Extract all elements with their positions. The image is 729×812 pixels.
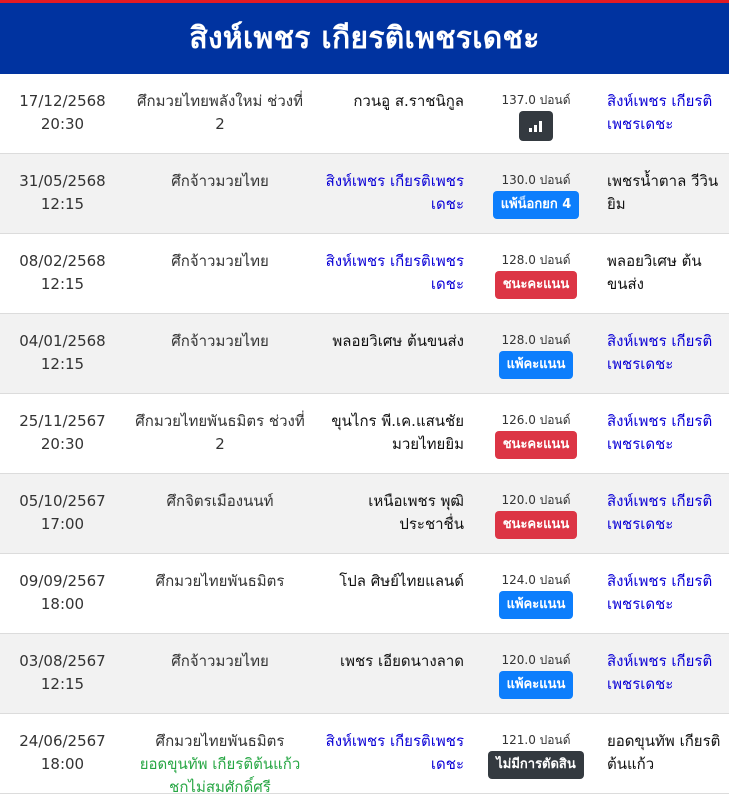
event-cell bbox=[134, 90, 306, 136]
stats-chart-icon bbox=[528, 119, 544, 133]
fighter-left[interactable]: สิงห์เพชร เกียรติเพชรเดชะ bbox=[325, 252, 464, 293]
event-name: ศึกมวยไทยพันธมิตร bbox=[155, 572, 285, 590]
fighter-right[interactable]: พลอยวิเศษ ต้นขนส่ง bbox=[607, 252, 702, 293]
weight-label: 137.0 ปอนด์ bbox=[501, 93, 571, 107]
fight-date-cell bbox=[0, 650, 125, 696]
fight-date: 03/08/2567 bbox=[19, 652, 106, 670]
fighter-right[interactable]: เพชรน้ำตาล วีวินยิม bbox=[607, 172, 719, 213]
fight-history-table bbox=[0, 74, 729, 794]
fight-date-cell bbox=[0, 90, 125, 136]
fighter-left[interactable]: ขุนไกร พี.เค.แสนชัยมวยไทยยิม bbox=[331, 412, 464, 453]
fight-time: 12:15 bbox=[40, 275, 85, 293]
fight-row bbox=[0, 634, 729, 714]
weight-label: 128.0 ปอนด์ bbox=[501, 253, 571, 267]
fight-date: 24/06/2567 bbox=[19, 732, 106, 750]
event-name: ศึกจ้าวมวยไทย bbox=[171, 252, 269, 270]
fight-time: 17:00 bbox=[40, 515, 85, 533]
weight-label: 124.0 ปอนด์ bbox=[501, 573, 571, 587]
fighter-right[interactable]: สิงห์เพชร เกียรติเพชรเดชะ bbox=[607, 332, 713, 373]
weight-label: 120.0 ปอนด์ bbox=[501, 493, 571, 507]
result-badge: แพ้คะแนน bbox=[499, 351, 574, 379]
fighter-left[interactable]: เพชร เอียดนางลาด bbox=[339, 652, 464, 670]
fight-time: 18:00 bbox=[40, 595, 85, 613]
event-cell bbox=[134, 330, 306, 353]
fighter-right[interactable]: สิงห์เพชร เกียรติเพชรเดชะ bbox=[607, 412, 713, 453]
fighter-left[interactable]: สิงห์เพชร เกียรติเพชรเดชะ bbox=[325, 732, 464, 773]
fight-time: 18:00 bbox=[40, 755, 85, 773]
fight-time: 12:15 bbox=[40, 355, 85, 373]
event-cell bbox=[134, 570, 306, 593]
result-cell bbox=[480, 431, 592, 459]
result-badge: แพ้คะแนน bbox=[499, 671, 574, 699]
event-cell bbox=[134, 170, 306, 193]
fighter-right[interactable]: สิงห์เพชร เกียรติเพชรเดชะ bbox=[607, 492, 713, 533]
fighter-left[interactable]: พลอยวิเศษ ต้นขนส่ง bbox=[332, 332, 464, 350]
fight-date-cell bbox=[0, 410, 125, 456]
fight-date: 09/09/2567 bbox=[19, 572, 106, 590]
fight-date: 04/01/2568 bbox=[19, 332, 106, 350]
event-name: ศึกมวยไทยพลังใหม่ ช่วงที่ 2 bbox=[136, 92, 303, 133]
fight-row bbox=[0, 714, 729, 794]
fight-time: 12:15 bbox=[40, 675, 85, 693]
page-header bbox=[0, 3, 729, 74]
fighter-left[interactable]: กวนอู ส.ราชนิกูล bbox=[353, 92, 464, 110]
fighter-left[interactable]: เหนือเพชร พุฒิประชาชื่น bbox=[368, 492, 464, 533]
fight-date-cell bbox=[0, 250, 125, 296]
stats-button[interactable] bbox=[519, 111, 553, 141]
weight-label: 126.0 ปอนด์ bbox=[501, 413, 571, 427]
fighter-left[interactable]: สิงห์เพชร เกียรติเพชรเดชะ bbox=[325, 172, 464, 213]
fighter-right[interactable]: สิงห์เพชร เกียรติเพชรเดชะ bbox=[607, 572, 713, 613]
fighter-left[interactable]: โปล ศิษย์ไทยแลนด์ bbox=[339, 572, 464, 590]
fight-date-cell bbox=[0, 570, 125, 616]
fight-date-cell bbox=[0, 490, 125, 536]
fight-date-cell bbox=[0, 330, 125, 376]
result-cell bbox=[480, 591, 592, 619]
result-cell bbox=[480, 511, 592, 539]
fight-row bbox=[0, 234, 729, 314]
fight-date-cell bbox=[0, 730, 125, 776]
fighter-right[interactable]: สิงห์เพชร เกียรติเพชรเดชะ bbox=[607, 92, 713, 133]
result-cell bbox=[480, 751, 592, 779]
fight-row bbox=[0, 394, 729, 474]
fight-date: 08/02/2568 bbox=[19, 252, 106, 270]
event-name: ศึกจ้าวมวยไทย bbox=[171, 172, 269, 190]
result-cell bbox=[480, 191, 592, 219]
result-badge: แพ้คะแนน bbox=[499, 591, 574, 619]
event-cell bbox=[134, 250, 306, 273]
event-name: ศึกจิตรเมืองนนท์ bbox=[166, 492, 274, 510]
event-name: ศึกมวยไทยพันธมิตร ช่วงที่ 2 bbox=[135, 412, 305, 453]
fight-row bbox=[0, 314, 729, 394]
event-note: ยอดขุนทัพ เกียรติต้นแก้ว ชกไม่สมศักดิ์ศรี bbox=[139, 755, 301, 796]
result-badge: แพ้น็อกยก 4 bbox=[493, 191, 580, 219]
event-name: ศึกมวยไทยพันธมิตร bbox=[155, 732, 285, 750]
fighter-right[interactable]: ยอดขุนทัพ เกียรติต้นแก้ว bbox=[607, 732, 721, 773]
event-cell bbox=[134, 650, 306, 673]
result-badge: ชนะคะแนน bbox=[495, 271, 578, 299]
result-badge: ชนะคะแนน bbox=[495, 511, 578, 539]
result-cell bbox=[480, 671, 592, 699]
result-badge: ชนะคะแนน bbox=[495, 431, 578, 459]
event-name: ศึกจ้าวมวยไทย bbox=[171, 652, 269, 670]
result-cell bbox=[480, 271, 592, 299]
event-cell bbox=[134, 410, 306, 456]
fight-time: 20:30 bbox=[40, 115, 85, 133]
event-name: ศึกจ้าวมวยไทย bbox=[171, 332, 269, 350]
weight-label: 120.0 ปอนด์ bbox=[501, 653, 571, 667]
fight-date-cell bbox=[0, 170, 125, 216]
fight-date: 17/12/2568 bbox=[19, 92, 106, 110]
fight-row bbox=[0, 154, 729, 234]
fight-time: 20:30 bbox=[40, 435, 85, 453]
fight-row bbox=[0, 474, 729, 554]
fight-row bbox=[0, 554, 729, 634]
weight-label: 121.0 ปอนด์ bbox=[501, 733, 571, 747]
fight-time: 12:15 bbox=[40, 195, 85, 213]
event-cell bbox=[134, 730, 306, 799]
fight-date: 25/11/2567 bbox=[19, 412, 106, 430]
fighter-right[interactable]: สิงห์เพชร เกียรติเพชรเดชะ bbox=[607, 652, 713, 693]
fight-date: 31/05/2568 bbox=[19, 172, 106, 190]
result-cell bbox=[480, 351, 592, 379]
weight-label: 128.0 ปอนด์ bbox=[501, 333, 571, 347]
result-cell bbox=[480, 111, 592, 141]
result-badge: ไม่มีการตัดสิน bbox=[488, 751, 584, 779]
page-title: สิงห์เพชร เกียรติเพชรเดชะ bbox=[189, 21, 540, 56]
weight-label: 130.0 ปอนด์ bbox=[501, 173, 571, 187]
event-cell bbox=[134, 490, 306, 513]
fight-date: 05/10/2567 bbox=[19, 492, 106, 510]
fight-row bbox=[0, 74, 729, 154]
